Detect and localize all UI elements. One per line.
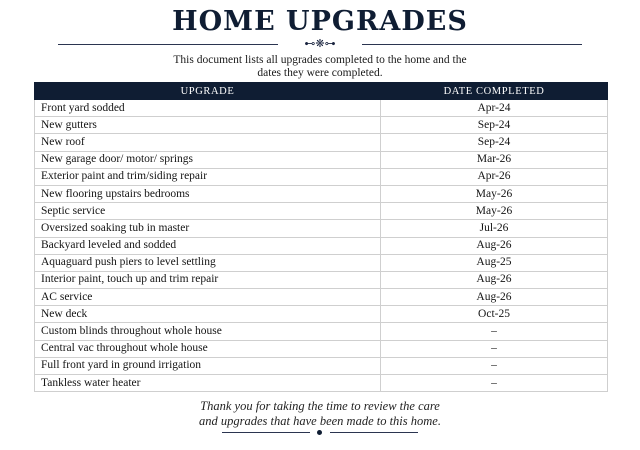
date-cell: Sep-24 [381, 117, 608, 134]
upgrade-cell: Backyard leveled and sodded [35, 237, 381, 254]
document-title: HOME UPGRADES [172, 6, 468, 37]
date-cell: May-26 [381, 185, 608, 202]
date-cell: Aug-26 [381, 237, 608, 254]
date-cell: Sep-24 [381, 134, 608, 151]
upgrade-cell: Septic service [35, 203, 381, 220]
table-row [35, 237, 608, 254]
table-row [35, 117, 608, 134]
date-cell: Jul-26 [381, 220, 608, 237]
table-body [35, 100, 608, 392]
table-row [35, 340, 608, 357]
upgrade-cell: New deck [35, 306, 381, 323]
date-cell: Apr-24 [381, 100, 608, 117]
upgrade-cell: AC service [35, 289, 381, 306]
table-row [35, 375, 608, 392]
date-cell: Mar-26 [381, 151, 608, 168]
date-cell: Apr-26 [381, 168, 608, 185]
date-cell: Aug-25 [381, 254, 608, 271]
date-cell: Oct-25 [381, 306, 608, 323]
upgrade-cell: New flooring upstairs bedrooms [35, 185, 381, 202]
date-cell: – [381, 323, 608, 340]
table-row [35, 134, 608, 151]
table-row [35, 306, 608, 323]
date-cell: May-26 [381, 203, 608, 220]
upgrade-cell: Interior paint, touch up and trim repair [35, 271, 381, 288]
upgrade-cell: Custom blinds throughout whole house [35, 323, 381, 340]
upgrade-cell: New roof [35, 134, 381, 151]
table-row [35, 323, 608, 340]
header-upgrade: UPGRADE [35, 83, 381, 100]
footer-line-left [222, 432, 310, 433]
upgrades-table [34, 82, 608, 392]
footer-divider [222, 430, 418, 436]
table-header-row [35, 83, 608, 100]
thanks-line-2: and upgrades that have been made to this home. [199, 414, 441, 428]
table-row [35, 220, 608, 237]
table-row [35, 100, 608, 117]
table-row [35, 151, 608, 168]
table-row [35, 254, 608, 271]
date-cell: – [381, 340, 608, 357]
table-row [35, 357, 608, 374]
date-cell: Aug-26 [381, 289, 608, 306]
table-row [35, 203, 608, 220]
upgrade-cell: Tankless water heater [35, 375, 381, 392]
intro-line-1: This document lists all upgrades completed to the home and the [173, 54, 467, 66]
upgrade-cell: New garage door/ motor/ springs [35, 151, 381, 168]
table-row [35, 289, 608, 306]
intro-text [40, 54, 600, 80]
date-cell: – [381, 357, 608, 374]
upgrade-cell: Front yard sodded [35, 100, 381, 117]
upgrade-cell: New gutters [35, 117, 381, 134]
date-cell: Aug-26 [381, 271, 608, 288]
footer-line-right [330, 432, 418, 433]
header-date-completed: DATE COMPLETED [381, 83, 608, 100]
thanks-line-1: Thank you for taking the time to review the care [200, 399, 440, 413]
thank-you-note [40, 399, 600, 429]
upgrade-cell: Full front yard in ground irrigation [35, 357, 381, 374]
flourish-icon: ⊷❋⊶ [304, 37, 336, 50]
dot-icon [317, 430, 322, 435]
table-row [35, 185, 608, 202]
divider-line-left [58, 44, 278, 45]
upgrade-cell: Oversized soaking tub in master [35, 220, 381, 237]
upgrade-cell: Exterior paint and trim/siding repair [35, 168, 381, 185]
upgrade-cell: Aquaguard push piers to level settling [35, 254, 381, 271]
upgrade-cell: Central vac throughout whole house [35, 340, 381, 357]
title-divider [58, 37, 582, 51]
divider-line-right [362, 44, 582, 45]
table-row [35, 271, 608, 288]
intro-line-2: dates they were completed. [257, 67, 383, 79]
date-cell: – [381, 375, 608, 392]
table-row [35, 168, 608, 185]
